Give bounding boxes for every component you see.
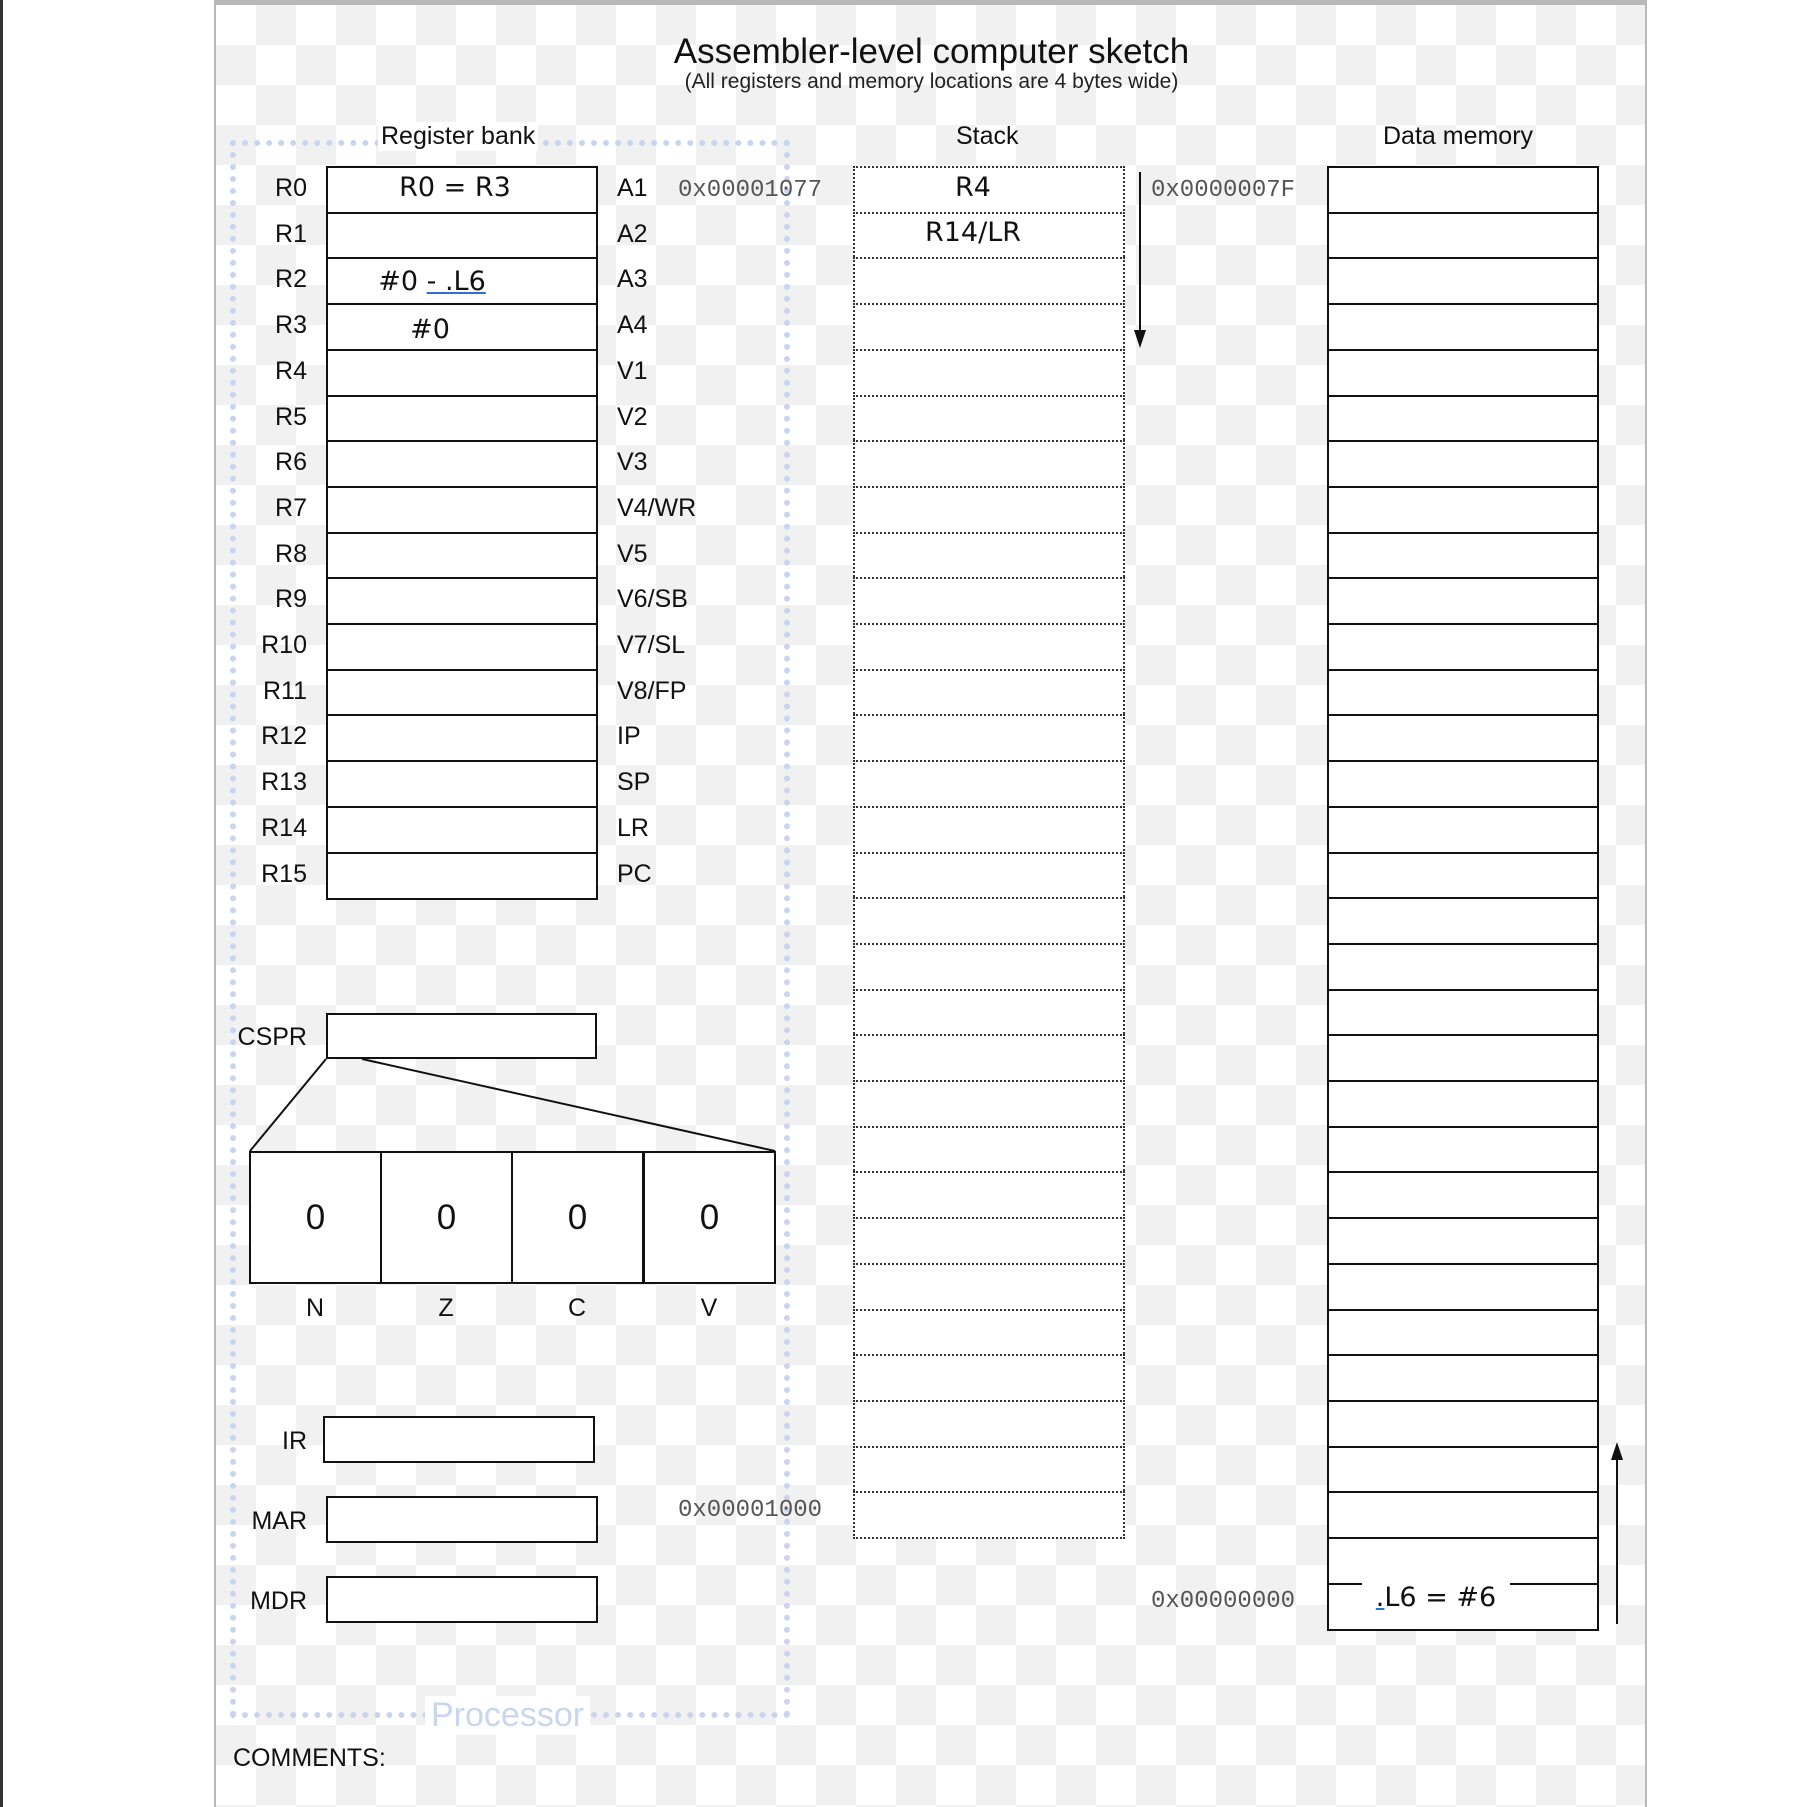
register-alias: V3	[617, 448, 648, 476]
cspr-label: CSPR	[237, 1023, 307, 1051]
register-alias: V8/FP	[617, 677, 687, 705]
flag-name: C	[567, 1294, 587, 1322]
mar-label: MAR	[251, 1507, 307, 1535]
flag-value: 0	[249, 1151, 382, 1284]
register-label: R9	[275, 585, 307, 613]
register-alias: A1	[617, 174, 648, 202]
register-label: R8	[275, 540, 307, 568]
register-alias: A4	[617, 311, 648, 339]
flag-value: 0	[380, 1151, 513, 1284]
mdr-label: MDR	[250, 1587, 307, 1615]
flag-value: 0	[511, 1151, 644, 1284]
register-label: R7	[275, 494, 307, 522]
register-label: R5	[275, 403, 307, 431]
stack-bottom-address: 0x00001000	[678, 1497, 823, 1524]
register-r2-note-prefix: #0	[378, 266, 427, 297]
register-label: R0	[275, 174, 307, 202]
flag-name: Z	[438, 1294, 454, 1322]
memory-note-link: .	[1375, 1582, 1385, 1613]
register-r2-note-link: - .L6	[426, 266, 486, 297]
cspr-expand-line-right	[362, 1059, 775, 1151]
register-r0-note: R0 = R3	[383, 172, 527, 203]
stack-note-2: R14/LR	[903, 217, 1043, 248]
register-alias: V2	[617, 403, 648, 431]
register-label: R12	[261, 722, 307, 750]
register-alias: SP	[617, 768, 651, 796]
memory-top-address: 0x0000007F	[1151, 177, 1296, 204]
register-r3-note: #0	[384, 314, 476, 345]
register-alias: V1	[617, 357, 648, 385]
register-label: R15	[261, 860, 307, 888]
register-alias: IP	[617, 722, 641, 750]
register-alias: V5	[617, 540, 648, 568]
comments-label: COMMENTS:	[233, 1744, 386, 1772]
page-subtitle: (All registers and memory locations are 4 bytes wide)	[684, 70, 1179, 93]
register-alias: PC	[617, 860, 652, 888]
memory-growth-arrow-head	[1611, 1442, 1623, 1460]
register-label: R3	[275, 311, 307, 339]
stack-note-1: R4	[923, 172, 1023, 203]
flag-value: 0	[643, 1151, 776, 1284]
register-label: R4	[275, 357, 307, 385]
data-memory-title: Data memory	[1383, 122, 1534, 150]
register-label: R2	[275, 265, 307, 293]
register-alias: A2	[617, 220, 648, 248]
stack-top-address: 0x00001077	[678, 177, 823, 204]
memory-note-text: L6 = #6	[1384, 1582, 1497, 1613]
register-label: R13	[261, 768, 307, 796]
ir-label: IR	[282, 1427, 307, 1455]
register-label: R10	[261, 631, 307, 659]
processor-label: Processor	[425, 1696, 590, 1735]
register-alias: V4/WR	[617, 494, 697, 522]
register-label: R1	[275, 220, 307, 248]
register-bank-title: Register bank	[378, 122, 538, 151]
register-label: R6	[275, 448, 307, 476]
stack-growth-arrow-head	[1134, 330, 1146, 348]
register-alias: LR	[617, 814, 649, 842]
flag-name: V	[700, 1294, 718, 1322]
stack-title: Stack	[956, 122, 1019, 150]
register-alias: V6/SB	[617, 585, 688, 613]
cspr-expand-line-left	[250, 1059, 326, 1151]
memory-bottom-address: 0x00000000	[1151, 1588, 1296, 1615]
register-alias: V7/SL	[617, 631, 686, 659]
register-label: R11	[262, 677, 307, 705]
register-alias: A3	[617, 265, 648, 293]
flag-name: N	[305, 1294, 325, 1322]
page-title: Assembler-level computer sketch	[673, 32, 1190, 71]
register-label: R14	[261, 814, 307, 842]
